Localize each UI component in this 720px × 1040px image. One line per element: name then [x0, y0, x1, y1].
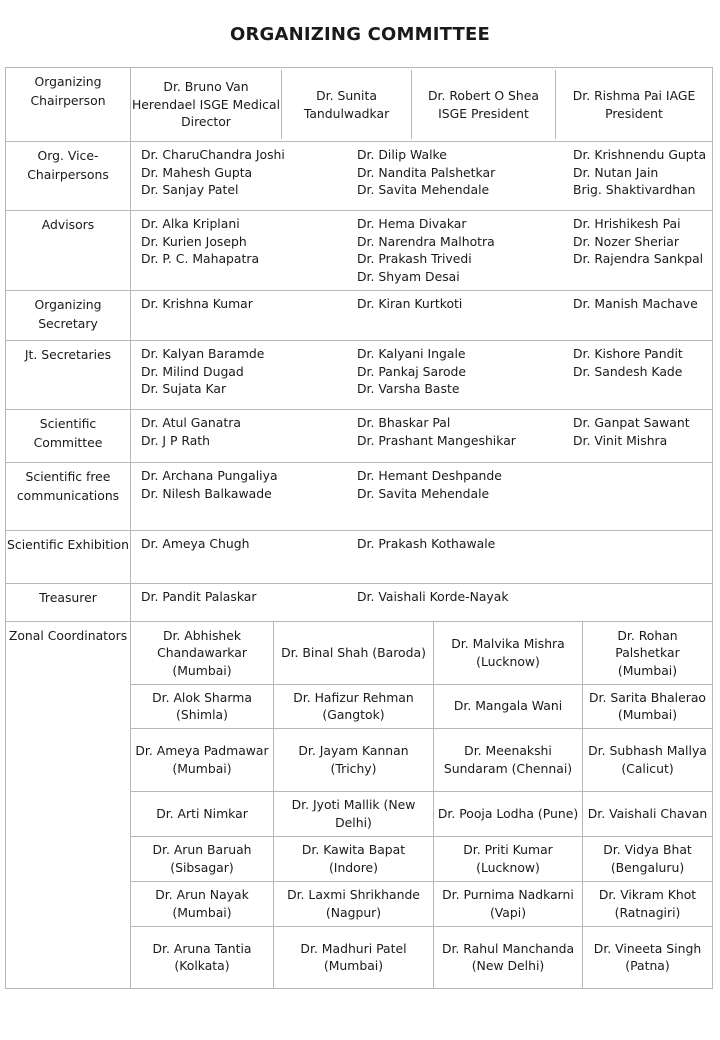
zonal-cells [131, 622, 713, 989]
name-column [141, 295, 357, 313]
member-name: Brig. Shaktivardhan [573, 182, 696, 197]
member-name: Dr. Pandit Palaskar [141, 589, 257, 604]
committee-row [6, 410, 713, 463]
name-column [573, 146, 712, 199]
row-label: Organizing Secretary [6, 291, 131, 341]
member-name: Dr. Kalyani Ingale [357, 346, 466, 361]
chairperson-name: Dr. Rishma Pai IAGE President [556, 70, 713, 139]
committee-row [6, 584, 713, 622]
zonal-coordinator: Dr. Malvika Mishra (Lucknow) [434, 622, 583, 684]
member-name: Dr. Savita Mehendale [357, 182, 490, 197]
zonal-coordinator: Dr. Vikram Khot (Ratnagiri) [583, 881, 713, 926]
member-name: Dr. Prashant Mangeshikar [357, 432, 516, 448]
member-name: Dr. Atul Ganatra [141, 415, 241, 430]
zonal-coordinator: Dr. Vaishali Chavan [583, 791, 713, 836]
zonal-coordinator: Dr. Aruna Tantia (Kolkata) [152, 940, 252, 974]
zonal-coordinator: Dr. Jayam Kannan (Trichy) [274, 728, 434, 791]
name-column [141, 467, 357, 502]
member-name: Dr. Hrishikesh Pai [573, 216, 681, 231]
name-column [357, 414, 573, 449]
zonal-coordinator: Dr. Rohan Palshetkar (Mumbai) [583, 622, 713, 684]
zonal-coordinator: Dr. Mangala Wani [434, 684, 583, 728]
zonal-grid [131, 622, 712, 988]
chairperson-name: Dr. Robert O Shea ISGE President [412, 70, 556, 139]
member-name: Dr. Pankaj Sarode [357, 363, 467, 379]
member-name: Dr. Sujata Kar [141, 381, 227, 396]
zonal-coordinator: Dr. Ameya Padmawar (Mumbai) [131, 728, 274, 791]
member-name: Dr. Nilesh Balkawade [141, 485, 272, 501]
row-label: Organizing Chairperson [6, 68, 131, 142]
member-names [131, 410, 713, 463]
member-name: Dr. Kurien Joseph [141, 233, 247, 249]
name-column [573, 588, 712, 606]
chairperson-row [6, 68, 713, 142]
member-name: Dr. Milind Dugad [141, 363, 244, 379]
zonal-coordinator: Dr. Priti Kumar (Lucknow) [434, 836, 583, 881]
chairperson-inner [131, 70, 712, 139]
committee-row [6, 463, 713, 531]
row-label: Treasurer [6, 584, 131, 622]
member-name: Dr. Shyam Desai [357, 268, 460, 284]
member-name: Dr. Narendra Malhotra [357, 233, 495, 249]
member-name: Dr. Mahesh Gupta [141, 164, 253, 180]
member-name: Dr. Varsha Baste [357, 381, 460, 396]
member-name: Dr. Nandita Palshetkar [357, 164, 496, 180]
member-name: Dr. Kalyan Baramde [141, 346, 265, 361]
name-column [357, 295, 573, 313]
zonal-coordinator: Dr. Pooja Lodha (Pune) [434, 791, 583, 836]
page-title: ORGANIZING COMMITTEE [229, 24, 491, 45]
zonal-coordinator: Dr. Jyoti Mallik (New Delhi) [274, 791, 434, 836]
member-name: Dr. Rajendra Sankpal [573, 251, 704, 266]
row-label: Scientific free communications [6, 463, 131, 531]
member-name: Dr. Vaishali Korde-Nayak [357, 589, 509, 604]
member-names [131, 463, 713, 531]
name-column [141, 414, 357, 449]
zonal-coordinator: Dr. Meenakshi Sundaram (Chennai) [434, 728, 583, 791]
name-column [141, 588, 357, 606]
zonal-row [6, 622, 713, 989]
member-names [131, 531, 713, 584]
member-names [131, 291, 713, 341]
row-label: Scientific Committee [6, 410, 131, 463]
name-column [573, 295, 712, 313]
member-name: Dr. Ameya Chugh [141, 536, 250, 551]
name-column [357, 215, 573, 285]
member-name: Dr. Krishna Kumar [141, 296, 253, 311]
zonal-coordinator: Dr. Vidya Bhat (Bengaluru) [583, 836, 713, 881]
chairperson-name: Dr. Bruno Van Herendael ISGE Medical Director [131, 79, 281, 130]
committee-row [6, 291, 713, 341]
zonal-coordinator: Dr. Subhash Mallya (Calicut) [583, 728, 713, 791]
member-name: Dr. Sandesh Kade [573, 363, 683, 379]
zonal-coordinator: Dr. Hafizur Rehman (Gangtok) [274, 684, 434, 728]
name-column [141, 215, 357, 285]
name-column [573, 535, 712, 553]
member-name: Dr. Manish Machave [573, 296, 698, 311]
zonal-coordinator: Dr. Sarita Bhalerao (Mumbai) [583, 684, 713, 728]
member-name: Dr. Prakash Trivedi [357, 251, 472, 266]
name-column [573, 215, 712, 285]
row-label: Jt. Secretaries [6, 341, 131, 410]
member-name: Dr. Krishnendu Gupta [573, 147, 707, 162]
name-column [141, 535, 357, 553]
member-names [131, 142, 713, 211]
zonal-coordinator: Dr. Rahul Manchanda (New Delhi) [434, 926, 583, 988]
member-name: Dr. J P Rath [141, 432, 211, 448]
member-name: Dr. Ganpat Sawant [573, 415, 690, 430]
member-names [131, 341, 713, 410]
member-name: Dr. Hema Divakar [357, 216, 467, 231]
member-name: Dr. P. C. Mahapatra [141, 251, 260, 266]
member-name: Dr. Vinit Mishra [573, 432, 668, 448]
committee-table [5, 67, 713, 989]
zonal-coordinator: Dr. Arun Baruah (Sibsagar) [131, 836, 274, 881]
zonal-coordinator: Dr. Madhuri Patel (Mumbai) [274, 926, 434, 988]
member-name: Dr. Nozer Sheriar [573, 233, 679, 249]
row-label: Zonal Coordinators [6, 622, 131, 989]
row-label: Advisors [6, 211, 131, 291]
committee-row [6, 531, 713, 584]
member-name: Dr. Prakash Kothawale [357, 536, 496, 551]
name-column [141, 146, 357, 199]
zonal-coordinator: Dr. Vineeta Singh (Patna) [583, 926, 713, 988]
name-column [357, 345, 573, 398]
zonal-coordinator: Dr. Kawita Bapat (Indore) [274, 836, 434, 881]
zonal-coordinator: Dr. Alok Sharma (Shimla) [131, 684, 274, 728]
name-column [573, 345, 712, 398]
name-column [141, 345, 357, 398]
member-names [131, 211, 713, 291]
member-name: Dr. Sanjay Patel [141, 182, 239, 197]
zonal-coordinator: Dr. Purnima Nadkarni (Vapi) [434, 881, 583, 926]
member-name: Dr. Alka Kriplani [141, 216, 240, 231]
name-column [357, 146, 573, 199]
zonal-coordinator: Dr. Laxmi Shrikhande (Nagpur) [274, 881, 434, 926]
name-column [573, 467, 712, 502]
zonal-coordinator: Dr. Arun Nayak (Mumbai) [131, 881, 274, 926]
committee-row [6, 341, 713, 410]
zonal-coordinator: Dr. Binal Shah (Baroda) [274, 622, 434, 684]
chairperson-name: Dr. Sunita Tandulwadkar [282, 70, 412, 139]
member-name: Dr. Kishore Pandit [573, 346, 683, 361]
member-name: Dr. CharuChandra Joshi [141, 147, 285, 162]
member-name: Dr. Bhaskar Pal [357, 415, 451, 430]
member-name: Dr. Dilip Walke [357, 147, 447, 162]
row-label: Scientific Exhibition [6, 531, 131, 584]
committee-row [6, 211, 713, 291]
chairperson-cells [131, 68, 713, 142]
member-name: Dr. Kiran Kurtkoti [357, 296, 463, 311]
member-name: Dr. Hemant Deshpande [357, 468, 502, 483]
zonal-coordinator: Dr. Abhishek Chandawarkar (Mumbai) [131, 622, 274, 684]
row-label: Org. Vice-Chairpersons [6, 142, 131, 211]
member-name: Dr. Savita Mehendale [357, 485, 490, 501]
name-column [573, 414, 712, 449]
member-name: Dr. Archana Pungaliya [141, 468, 278, 483]
member-name: Dr. Nutan Jain [573, 164, 659, 180]
member-names [131, 584, 713, 622]
name-column [357, 535, 573, 553]
name-column [357, 467, 573, 502]
zonal-coordinator: Dr. Arti Nimkar [131, 791, 274, 836]
committee-row [6, 142, 713, 211]
name-column [357, 588, 573, 606]
